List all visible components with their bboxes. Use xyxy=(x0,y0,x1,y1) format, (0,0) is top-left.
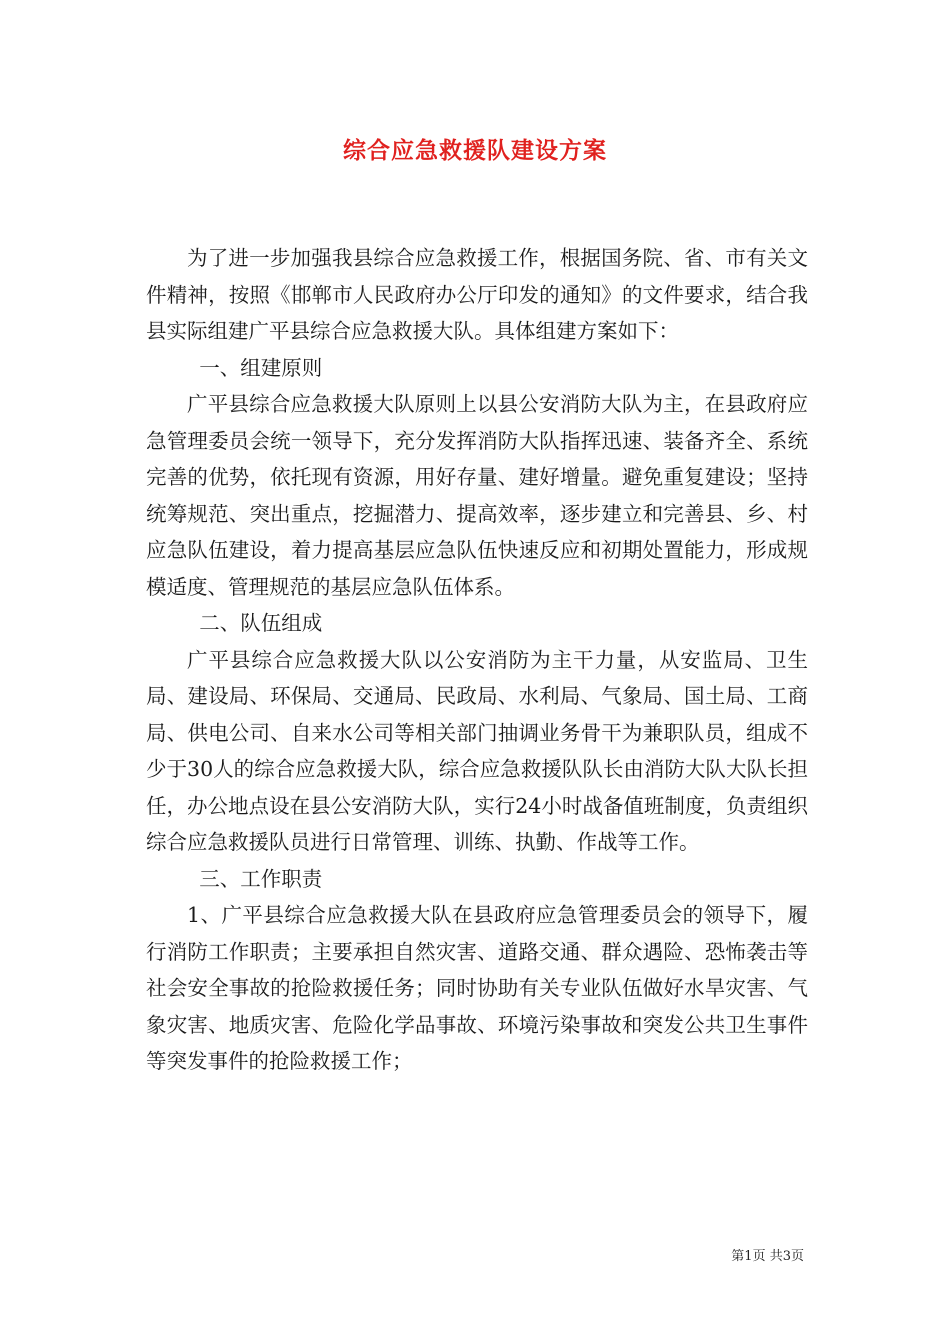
footer-middle: 页 共 xyxy=(752,1249,783,1264)
footer-prefix: 第 xyxy=(731,1249,745,1264)
intro-paragraph: 为了进一步加强我县综合应急救援工作，根据国务院、省、市有关文件精神，按照《邯郸市人民政府办公厅印发的通知》的文件要求，结合我县实际组建广平县综合应急救援大队。具体组建方案如下： xyxy=(146,246,808,343)
section-heading-2: 二、队伍组成 xyxy=(199,611,323,635)
footer-suffix: 页 xyxy=(790,1249,804,1264)
section-paragraph-2: 广平县综合应急救援大队以公安消防为主干力量，从安监局、卫生局、建设局、环保局、交通局、民政局、水利局、气象局、国土局、工商局、供电公司、自来水公司等相关部门抽调业务骨干为兼职队员，组成不少于30人的综合应急救援大队，综合应急救援队队长由消防大队大队长担任，办公地点设在县公安消防大队，实行24小时战备值班制度，负责组织综合应急救援队员进行日常管理、训练、执勤、作战等工作。 xyxy=(146,647,808,854)
footer-total-pages: 3 xyxy=(782,1249,791,1264)
section-paragraph-3: 1、广平县综合应急救援大队在县政府应急管理委员会的领导下，履行消防工作职责；主要承担自然灾害、道路交通、群众遇险、恐怖袭击等社会安全事故的抢险救援任务；同时协助有关专业队伍做好水旱灾害、气象灾害、地质灾害、危险化学品事故、环境污染事故和突发公共卫生事件等突发事件的抢险救援工作； xyxy=(146,903,808,1073)
page-number-footer xyxy=(731,1245,804,1264)
footer-current-page: 1 xyxy=(744,1249,753,1264)
document-body xyxy=(146,240,808,1080)
document-title: 综合应急救援队建设方案 xyxy=(343,137,607,164)
section-heading-3: 三、工作职责 xyxy=(199,866,323,891)
section-heading-1: 一、组建原则 xyxy=(199,355,323,380)
section-paragraph-1: 广平县综合应急救援大队原则上以县公安消防大队为主，在县政府应急管理委员会统一领导下，充分发挥消防大队指挥迅速、装备齐全、系统完善的优势，依托现有资源，用好存量、建好增量。避免重复建设；坚持统筹规范、突出重点，挖掘潜力、提高效率，逐步建立和完善县、乡、村应急队伍建设，着力提高基层应急队伍快速反应和初期处置能力，形成规模适度、管理规范的基层应急队伍体系。 xyxy=(146,392,808,599)
